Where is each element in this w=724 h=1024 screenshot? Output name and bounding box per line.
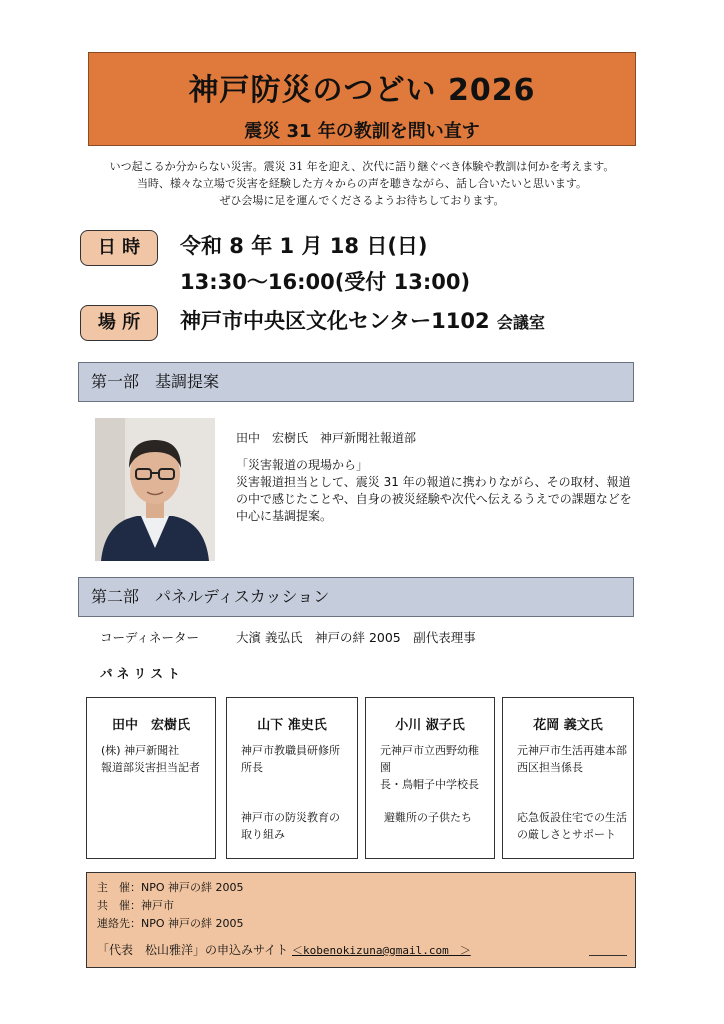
title-banner xyxy=(88,52,636,146)
event-title: 神戸防災のつどい 2026 xyxy=(188,73,536,108)
place-label: 場 所 xyxy=(80,305,158,341)
place-suffix: 会議室 xyxy=(496,313,545,332)
panelist-card xyxy=(365,697,495,859)
panelist-name: 花岡 義文氏 xyxy=(533,718,603,733)
contact: 連絡先：NPO 神戸の絆 2005 xyxy=(97,917,244,930)
apply-text: 「代表 松山雅洋」の申込みサイト xyxy=(97,943,289,957)
coordinator-label: コーディネーター xyxy=(100,630,200,645)
panelist-affiliation: 元神戸市生活再建本部 西区担当係長 xyxy=(517,744,627,774)
event-time: 13:30～16:00(受付 13:00) xyxy=(180,270,471,294)
part1-heading: 第一部 基調提案 xyxy=(78,362,634,402)
event-place xyxy=(180,305,545,335)
part2-heading: 第二部 パネルディスカッション xyxy=(78,577,634,617)
apply-line xyxy=(97,941,471,958)
intro-text xyxy=(60,158,664,209)
panelist-affiliation: 神戸市教職員研修所 所長 xyxy=(241,744,340,774)
intro-line: 当時、様々な立場で災害を経験した方々からの声を聴きながら、話し合いたいと思います。 xyxy=(136,177,588,190)
panelist-topic: 応急仮設住宅での生活 の厳しさとサポート xyxy=(517,811,627,841)
underline-blank xyxy=(589,955,627,956)
cosponsor: 共 催：神戸市 xyxy=(97,899,174,912)
panelists-label: パ ネ リ ス ト xyxy=(100,666,180,681)
event-date: 令和 8 年 1 月 18 日(日) xyxy=(180,234,428,258)
panelist-card xyxy=(226,697,358,859)
talk-description: 災害報道担当として、震災 31 年の報道に携わりながら、その取材、報道の中で感じたことや、自身の被災経験や次代へ伝えるうえでの課題などを中心に基調提案。 xyxy=(236,475,632,523)
footer-box xyxy=(86,872,636,968)
coordinator-name: 大濱 義弘氏 神戸の絆 2005 副代表理事 xyxy=(236,630,476,645)
panelist-card xyxy=(86,697,216,859)
contact-email[interactable]: ＜kobenokizuna@gmail.com ＞ xyxy=(292,944,471,957)
date-label: 日 時 xyxy=(80,230,158,266)
panelist-affiliation: 元神戸市立西野幼稚園 長・鳥帽子中学校長 xyxy=(380,744,479,791)
organizer: 主 催：NPO 神戸の絆 2005 xyxy=(97,881,244,894)
panelist-name: 小川 淑子氏 xyxy=(395,718,465,733)
intro-line: ぜひ会場に足を運んでくださるようお待ちしております。 xyxy=(219,194,505,207)
place-name: 神戸市中央区文化センター1102 xyxy=(180,309,490,333)
panelist-topic: 避難所の子供たち xyxy=(384,811,472,824)
panelist-name: 田中 宏樹氏 xyxy=(111,718,190,733)
speaker-info xyxy=(236,430,636,525)
panelist-topic: 神戸市の防災教育の 取り組み xyxy=(241,811,340,841)
panelist-name: 山下 准史氏 xyxy=(257,718,327,733)
speaker-photo xyxy=(95,418,215,561)
panelist-card xyxy=(502,697,634,859)
intro-line: いつ起こるか分からない災害。震災 31 年を迎え、次代に語り継ぐべき体験や教訓は何かを考えます。 xyxy=(109,160,615,173)
panelist-affiliation: (株) 神戸新聞社 報道部災害担当記者 xyxy=(101,744,200,774)
talk-title: 「災害報道の現場から」 xyxy=(236,458,369,472)
speaker-name: 田中 宏樹氏 神戸新聞社報道部 xyxy=(236,431,417,445)
event-subtitle: 震災 31 年の教訓を問い直す xyxy=(244,121,480,142)
